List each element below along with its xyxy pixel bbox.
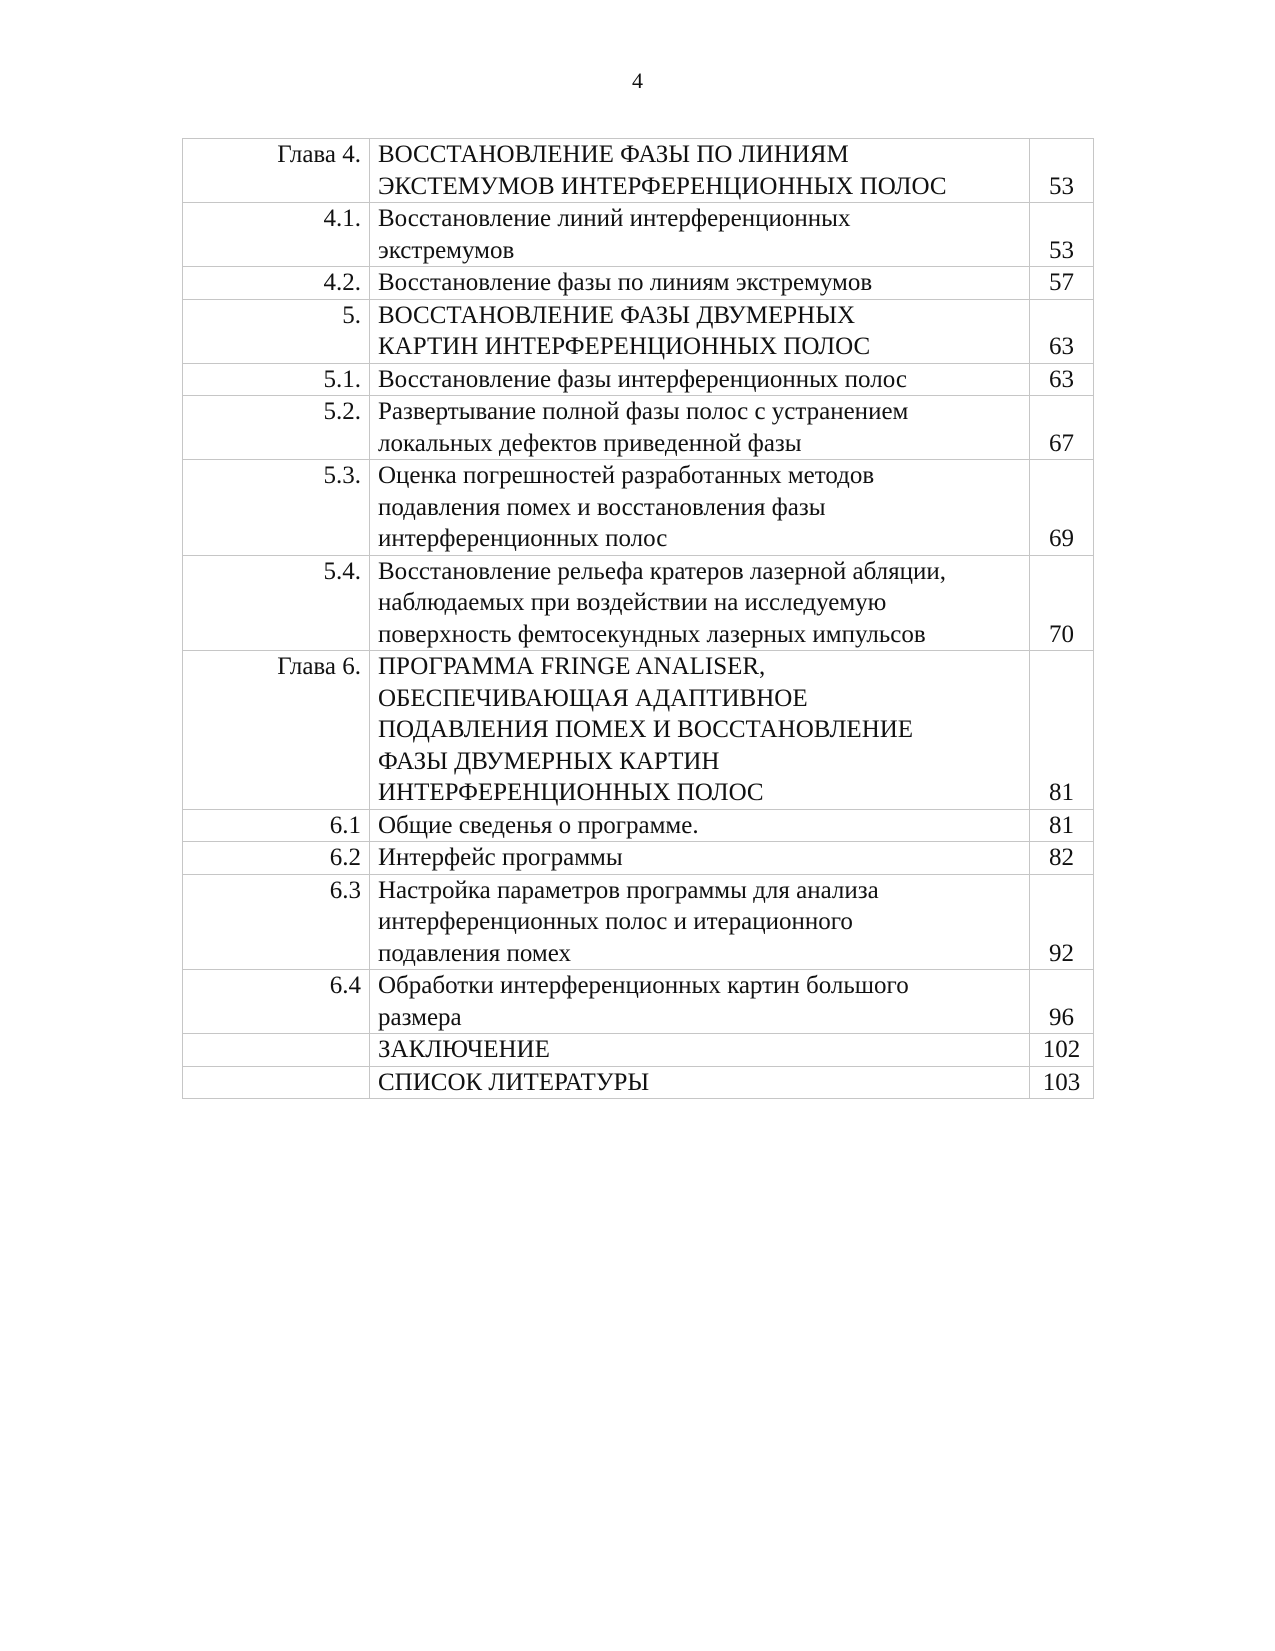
toc-section-number	[183, 1066, 370, 1099]
toc-section-title: Обработки интерференционных картин большого размера	[370, 970, 1030, 1034]
toc-section-number: 6.4	[183, 970, 370, 1034]
toc-row-6-3	[183, 874, 1094, 970]
toc-section-title: ВОССТАНОВЛЕНИЕ ФАЗЫ ПО ЛИНИЯМ ЭКСТЕМУМОВ ИНТЕРФЕРЕНЦИОННЫХ ПОЛОС	[370, 139, 1030, 203]
toc-section-number: Глава 6.	[183, 651, 370, 810]
toc-page-number: 69	[1030, 460, 1094, 556]
toc-row-chapter-4	[183, 139, 1094, 203]
toc-row-6-1	[183, 809, 1094, 842]
table-of-contents	[182, 138, 1094, 1099]
toc-section-number: 5.2.	[183, 396, 370, 460]
toc-section-title: Развертывание полной фазы полос с устранением локальных дефектов приведенной фазы	[370, 396, 1030, 460]
toc-page-number: 53	[1030, 139, 1094, 203]
toc-section-title: Интерфейс программы	[370, 842, 1030, 875]
toc-page-number: 81	[1030, 809, 1094, 842]
toc-row-5-4	[183, 555, 1094, 651]
toc-page-number: 81	[1030, 651, 1094, 810]
toc-section-number: 5.3.	[183, 460, 370, 556]
toc-section-title: Восстановление рельефа кратеров лазерной абляции, наблюдаемых при воздействии на исследуемую поверхность фемтосекундных лазерных импульсов	[370, 555, 1030, 651]
toc-page-number: 70	[1030, 555, 1094, 651]
toc-row-conclusion	[183, 1034, 1094, 1067]
toc-section-number: 6.2	[183, 842, 370, 875]
toc-page-number: 53	[1030, 203, 1094, 267]
toc-section-title: СПИСОК ЛИТЕРАТУРЫ	[370, 1066, 1030, 1099]
toc-row-4-1	[183, 203, 1094, 267]
toc-page-number: 63	[1030, 363, 1094, 396]
toc-section-title: Настройка параметров программы для анализа интерференционных полос и итерационного подавления помех	[370, 874, 1030, 970]
toc-row-5-3	[183, 460, 1094, 556]
toc-page-number: 82	[1030, 842, 1094, 875]
toc-page-number: 67	[1030, 396, 1094, 460]
toc-section-number: 6.1	[183, 809, 370, 842]
toc-section-title: Восстановление фазы по линиям экстремумов	[370, 267, 1030, 300]
toc-row-chapter-6	[183, 651, 1094, 810]
toc-row-4-2	[183, 267, 1094, 300]
toc-section-title: Общие сведенья о программе.	[370, 809, 1030, 842]
toc-section-number: 4.1.	[183, 203, 370, 267]
toc-page-number: 103	[1030, 1066, 1094, 1099]
toc-section-title: Восстановление фазы интерференционных полос	[370, 363, 1030, 396]
toc-page-number: 92	[1030, 874, 1094, 970]
toc-page-number: 102	[1030, 1034, 1094, 1067]
toc-section-title: ВОССТАНОВЛЕНИЕ ФАЗЫ ДВУМЕРНЫХ КАРТИН ИНТЕРФЕРЕНЦИОННЫХ ПОЛОС	[370, 299, 1030, 363]
toc-section-title: ПРОГРАММА FRINGE ANALISER, ОБЕСПЕЧИВАЮЩАЯ АДАПТИВНОЕ ПОДАВЛЕНИЯ ПОМЕХ И ВОССТАНОВЛЕНИЕ ФАЗЫ ДВУМЕРНЫХ КАРТИН ИНТЕРФЕРЕНЦИОННЫХ ПОЛОС	[370, 651, 1030, 810]
toc-section-number: 6.3	[183, 874, 370, 970]
toc-row-5	[183, 299, 1094, 363]
toc-page-number: 57	[1030, 267, 1094, 300]
toc-row-6-4	[183, 970, 1094, 1034]
toc-row-5-1	[183, 363, 1094, 396]
toc-section-title: Восстановление линий интерференционных экстремумов	[370, 203, 1030, 267]
toc-section-number: 4.2.	[183, 267, 370, 300]
toc-section-title: ЗАКЛЮЧЕНИЕ	[370, 1034, 1030, 1067]
toc-section-number: 5.	[183, 299, 370, 363]
toc-section-number	[183, 1034, 370, 1067]
toc-page-number: 63	[1030, 299, 1094, 363]
toc-section-title: Оценка погрешностей разработанных методов подавления помех и восстановления фазы интерференционных полос	[370, 460, 1030, 556]
toc-section-number: 5.4.	[183, 555, 370, 651]
toc-section-number: 5.1.	[183, 363, 370, 396]
toc-row-5-2	[183, 396, 1094, 460]
page-number: 4	[632, 68, 643, 93]
toc-row-references	[183, 1066, 1094, 1099]
toc-page-number: 96	[1030, 970, 1094, 1034]
toc-row-6-2	[183, 842, 1094, 875]
toc-section-number: Глава 4.	[183, 139, 370, 203]
